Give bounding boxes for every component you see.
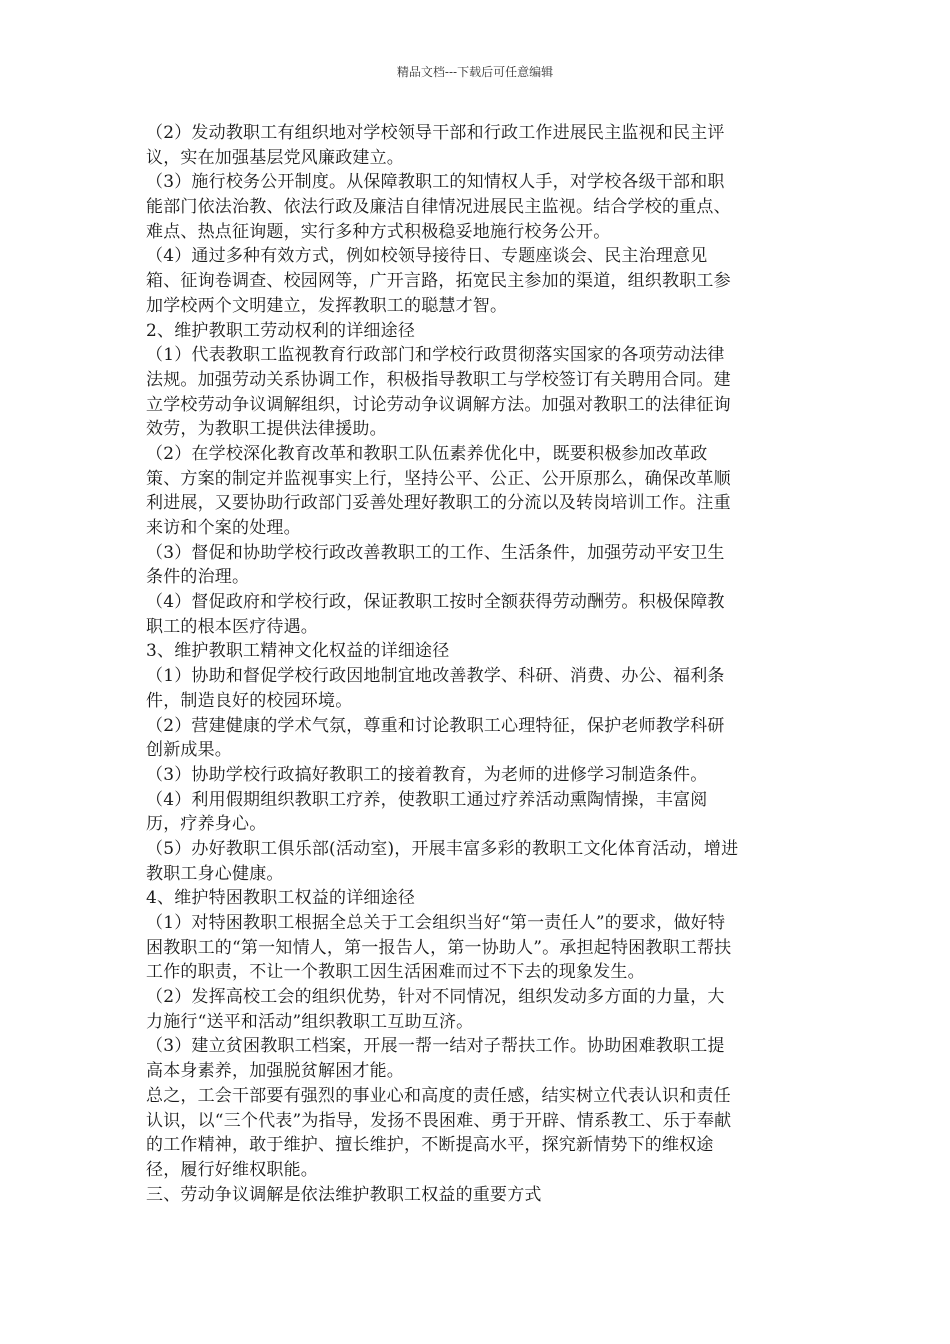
text-line: 加学校两个文明建立，发挥教职工的聪慧才智。 <box>146 295 508 316</box>
text-line: 创新成果。 <box>146 740 232 761</box>
text-line: （2）在学校深化教育改革和教职工队伍素养优化中，既要积极参加改革政 <box>146 443 708 464</box>
text-line: （3）督促和协助学校行政改善教职工的工作、生活条件，加强劳动平安卫生 <box>146 542 725 563</box>
text-line: 箱、征询卷调查、校园网等，广开言路，拓宽民主参加的渠道，组织教职工参 <box>146 271 731 292</box>
text-line: （2）营建健康的学术气氛，尊重和讨论教职工心理特征，保护老师教学科研 <box>146 715 725 736</box>
text-line: 法规。加强劳动关系协调工作，积极指导教职工与学校签订有关聘用合同。建 <box>146 369 731 390</box>
text-line: 条件的治理。 <box>146 567 250 588</box>
text-line: （3）建立贫困教职工档案，开展一帮一结对子帮扶工作。协助困难教职工提 <box>146 1036 725 1057</box>
document-body <box>146 121 806 1207</box>
text-line: （4）督促政府和学校行政，保证教职工按时全额获得劳动酬劳。积极保障教 <box>146 592 725 613</box>
text-line: 能部门依法治教、依法行政及廉洁自律情况进展民主监视。结合学校的重点、 <box>146 197 731 218</box>
text-line: 难点、热点征询题，实行多种方式积极稳妥地施行校务公开。 <box>146 221 611 242</box>
section-heading: 2、维护教职工劳动权利的详细途径 <box>146 320 416 341</box>
text-line: 效劳，为教职工提供法律援助。 <box>146 419 387 440</box>
section-heading: 三、劳动争议调解是依法维护教职工权益的重要方式 <box>146 1184 542 1205</box>
text-line: 教职工身心健康。 <box>146 863 284 884</box>
section-heading: 4、维护特困教职工权益的详细途径 <box>146 888 416 909</box>
text-line: 立学校劳动争议调解组织，讨论劳动争议调解方法。加强对教职工的法律征询 <box>146 394 731 415</box>
text-line: 径，履行好维权职能。 <box>146 1159 318 1180</box>
text-line: 的工作精神，敢于维护、擅长维护，不断提高水平，探究新情势下的维权途 <box>146 1135 714 1156</box>
page-header: 精品文档---下载后可任意编辑 <box>396 65 554 79</box>
section-heading: 3、维护教职工精神文化权益的详细途径 <box>146 641 450 662</box>
text-line: （1）代表教职工监视教育行政部门和学校行政贯彻落实国家的各项劳动法律 <box>146 345 725 366</box>
text-line: 力施行“送平和活动”组织教职工互助互济。 <box>146 1011 474 1032</box>
text-line: 认识，以“三个代表”为指导，发扬不畏困难、勇于开辟、情系教工、乐于奉献 <box>146 1110 732 1131</box>
text-line: 议，实在加强基层党风廉政建立。 <box>146 147 404 168</box>
text-line: 历，疗养身心。 <box>146 814 267 835</box>
text-line: （5）办好教职工俱乐部(活动室)，开展丰富多彩的教职工文化体育活动，增进 <box>146 838 739 859</box>
text-line: 困教职工的“第一知情人，第一报告人，第一协助人”。承担起特困教职工帮扶 <box>146 937 732 958</box>
text-line: （2）发挥高校工会的组织优势，针对不同情况，组织发动多方面的力量，大 <box>146 987 725 1008</box>
text-line: 来访和个案的处理。 <box>146 518 301 538</box>
text-line: 总之，工会干部要有强烈的事业心和高度的责任感，结实树立代表认识和责任 <box>146 1085 731 1106</box>
text-line: 利进展，又要协助行政部门妥善处理好教职工的分流以及转岗培训工作。注重 <box>146 493 731 514</box>
text-line: 职工的根本医疗待遇。 <box>146 616 318 637</box>
text-line: （2）发动教职工有组织地对学校领导干部和行政工作进展民主监视和民主评 <box>146 123 725 143</box>
text-line: 工作的职责，不让一个教职工因生活困难而过不下去的现象发生。 <box>146 962 645 983</box>
text-line: （4）利用假期组织教职工疗养，使教职工通过疗养活动熏陶情操，丰富阅 <box>146 789 708 810</box>
text-line: （3）施行校务公开制度。从保障教职工的知情权人手，对学校各级干部和职 <box>146 172 725 193</box>
text-line: （1）对特困教职工根据全总关于工会组织当好“第一责任人”的要求，做好特 <box>146 913 726 933</box>
text-line: （4）通过多种有效方式，例如校领导接待日、专题座谈会、民主治理意见 <box>146 246 708 267</box>
text-line: 策、方案的制定并监视事实上行，坚持公平、公正、公开原那么，确保改革顺 <box>146 468 731 489</box>
text-line: 高本身素养，加强脱贫解困才能。 <box>146 1061 404 1082</box>
text-line: （3）协助学校行政搞好教职工的接着教育，为老师的进修学习制造条件。 <box>146 764 708 785</box>
text-line: 件，制造良好的校园环境。 <box>146 690 353 711</box>
text-line: （1）协助和督促学校行政因地制宜地改善教学、科研、消费、办公、福利条 <box>146 666 725 687</box>
